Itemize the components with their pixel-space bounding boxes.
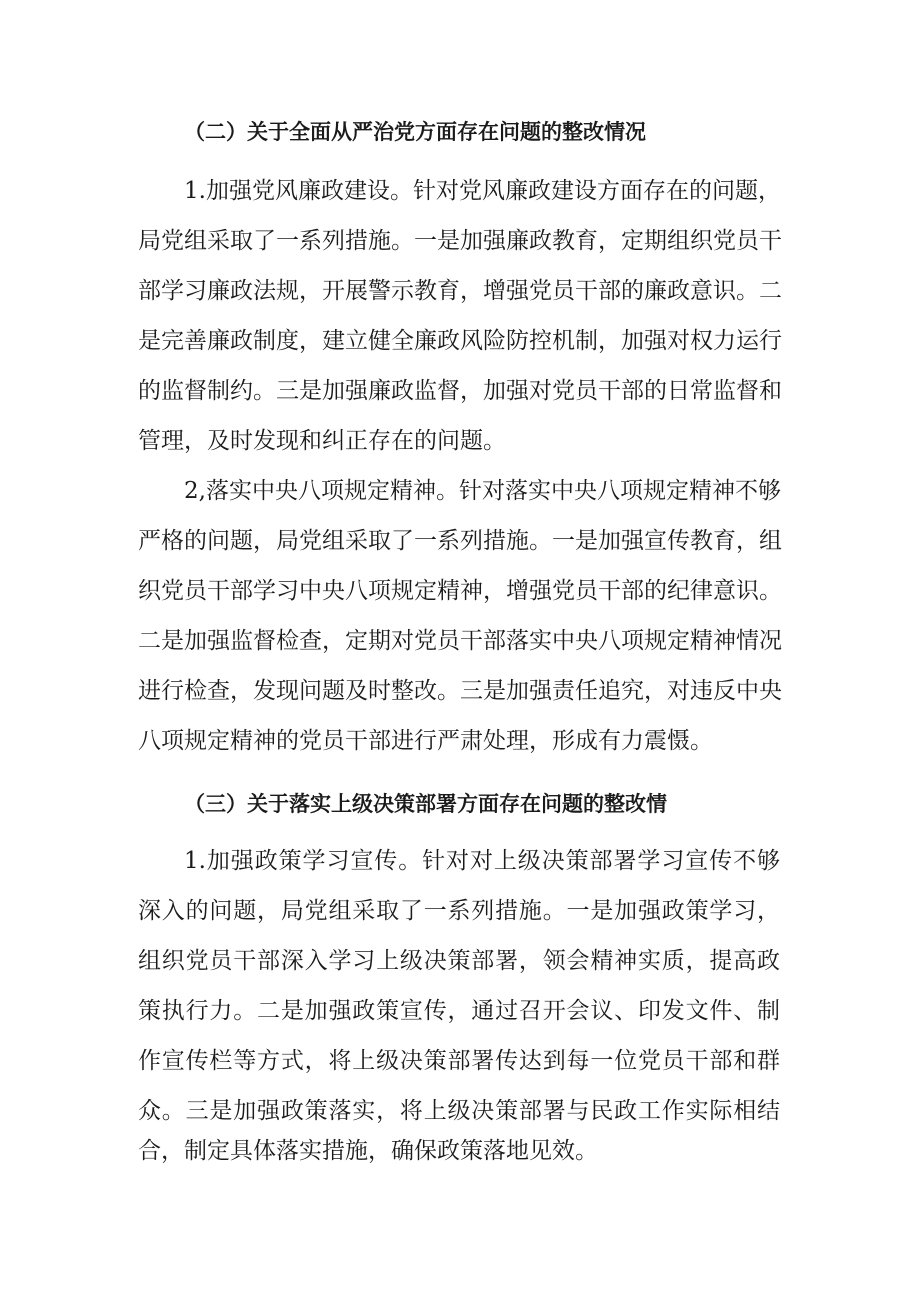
paragraph-line: 合，制定具体落实措施，确保政策落地见效。 <box>138 1138 598 1164</box>
paragraph-line: 众。三是加强政策落实，将上级决策部署与民政工作实际相结 <box>138 1098 780 1124</box>
paragraph-line: 严格的问题，局党组采取了一系列措施。一是加强宣传教育，组 <box>138 528 782 554</box>
paragraph-line: 二是加强监督检查，定期对党员干部落实中央八项规定精神情况 <box>138 628 782 654</box>
paragraph-line: 作宣传栏等方式，将上级决策部署传达到每一位党员干部和群 <box>138 1048 780 1074</box>
section-heading-2: （二）关于全面从严治党方面存在问题的整改情况 <box>184 119 646 144</box>
paragraph-line: 深入的问题，局党组采取了一系列措施。一是加强政策学习， <box>138 898 780 924</box>
paragraph-line: 管理，及时发现和纠正存在的问题。 <box>138 428 506 454</box>
paragraph-line: 的监督制约。三是加强廉政监督，加强对党员干部的日常监督和 <box>138 378 782 404</box>
paragraph-line: 部学习廉政法规，开展警示教育，增强党员干部的廉政意识。二 <box>138 278 782 304</box>
paragraph-line: 是完善廉政制度，建立健全廉政风险防控机制，加强对权力运行 <box>138 328 782 354</box>
paragraph-line: 2,落实中央八项规定精神。针对落实中央八项规定精神不够 <box>184 478 781 504</box>
paragraph-line: 八项规定精神的党员干部进行严肃处理，形成有力震慑。 <box>138 728 713 754</box>
paragraph-line: 织党员干部学习中央八项规定精神，增强党员干部的纪律意识。 <box>138 578 782 604</box>
paragraph-line: 1.加强政策学习宣传。针对对上级决策部署学习宣传不够 <box>184 848 780 874</box>
paragraph-line: 策执行力。二是加强政策宣传，通过召开会议、印发文件、制 <box>138 998 780 1024</box>
section-heading-3: （三）关于落实上级决策部署方面存在问题的整改情 <box>184 791 667 816</box>
paragraph-line: 局党组采取了一系列措施。一是加强廉政教育，定期组织党员干 <box>138 228 782 254</box>
paragraph-line: 进行检查，发现问题及时整改。三是加强责任追究，对违反中央 <box>138 678 782 704</box>
paragraph-line: 1.加强党风廉政建设。针对党风廉政建设方面存在的问题， <box>184 178 781 204</box>
paragraph-line: 组织党员干部深入学习上级决策部署，领会精神实质，提高政 <box>138 948 780 974</box>
